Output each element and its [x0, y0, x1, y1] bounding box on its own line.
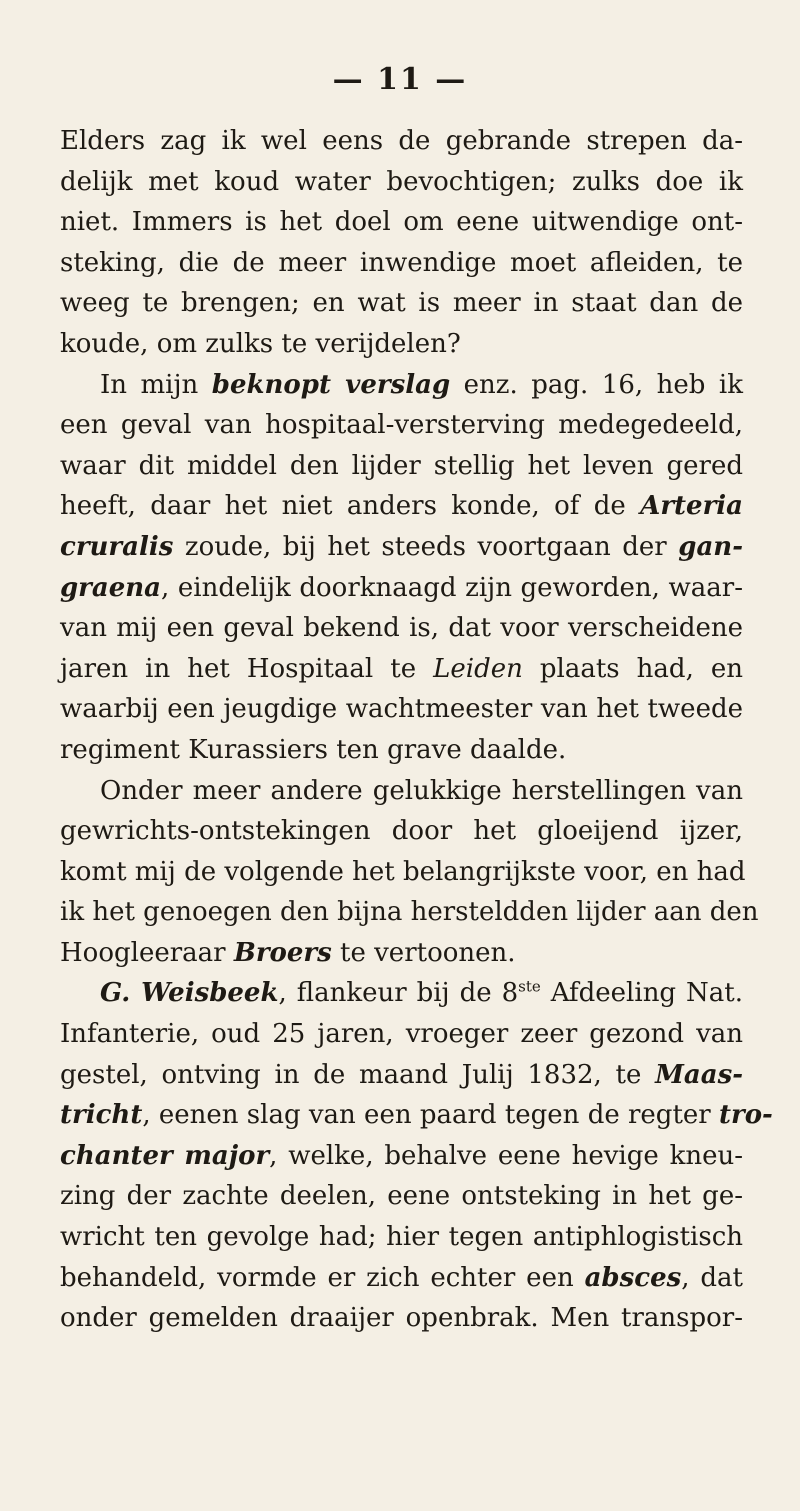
italic-term: beknopt verslag [211, 369, 451, 400]
text-line: steking, die de meer inwendige moet afleiden, te [60, 247, 743, 278]
page-number: — 11 — [332, 62, 468, 97]
text-run: te vertoonen. [331, 937, 516, 968]
text-run: , eindelijk doorknaagd zijn geworden, waar- [161, 572, 743, 603]
text-run: In mijn [100, 369, 212, 400]
text-run: zoude, bij het steeds voortgaan der [173, 531, 679, 562]
italic-term: graena [60, 572, 162, 603]
text-line: delijk met koud water bevochtigen; zulks doe ik [60, 166, 743, 197]
text-line [60, 486, 743, 527]
italic-term: tro- [718, 1100, 773, 1131]
text-run: gestel, ontving in de maand Julij 1832, te [60, 1059, 656, 1090]
text-run: , welke, behalve eene hevige kneu- [269, 1140, 743, 1171]
text-line: een geval van hospitaal-versterving medegedeeld, [60, 410, 743, 441]
text-run: jaren in het Hospitaal te [60, 653, 434, 684]
text-line: ik het genoegen den bijna hersteldden lijder aan den [60, 897, 759, 928]
text-line: van mij een geval bekend is, dat voor verscheidene [60, 613, 743, 644]
text-line: Onder meer andere gelukkige herstellingen van [100, 775, 743, 806]
text-run: , flankeur bij de 8 [278, 978, 519, 1009]
text-line: gewrichts-ontstekingen door het gloeijend ijzer, [60, 816, 743, 847]
text-line: komt mij de volgende het belangrijkste voor, en had [60, 856, 746, 887]
italic-term: Arteria [640, 491, 743, 522]
text-line: Elders zag ik wel eens de gebrande strepen da- [60, 126, 743, 156]
text-line: weeg te brengen; en wat is meer in staat dan de [60, 288, 743, 319]
italic-term: cruralis [60, 531, 174, 562]
text-run: Hoogleeraar [60, 937, 234, 968]
text-line: waar dit middel den lijder stellig het leven gered [60, 450, 743, 481]
text-line [60, 568, 743, 609]
text-line [60, 365, 743, 406]
text-line: koude, om zulks te verijdelen? [60, 328, 461, 359]
superscript: ste [518, 977, 541, 996]
text-line [60, 933, 743, 974]
italic-term: Broers [233, 937, 332, 968]
italic-term: Maas- [655, 1059, 743, 1090]
text-line [60, 1258, 743, 1299]
text-run: enz. pag. 16, heb ik [450, 369, 743, 400]
body-text [60, 121, 773, 1339]
text-line [60, 973, 743, 1014]
text-line: waarbij een jeugdige wachtmeester van het tweede [60, 694, 743, 725]
text-line: wricht ten gevolge had; hier tegen antiphlogistisch [60, 1222, 743, 1253]
text-line: zing der zachte deelen, eene ontsteking in het ge- [60, 1181, 743, 1212]
text-line [60, 649, 743, 690]
text-run: Afdeeling Nat. [540, 978, 744, 1009]
text-run: , dat [681, 1262, 743, 1293]
text-line: regiment Kurassiers ten grave daalde. [60, 734, 567, 765]
italic-term: Leiden [433, 653, 523, 684]
text-line [60, 1095, 773, 1136]
italic-term: chanter major [60, 1140, 270, 1171]
text-line [60, 1055, 743, 1096]
italic-term: tricht [60, 1100, 143, 1131]
italic-term: absces [584, 1262, 682, 1293]
text-run: plaats had, en [522, 653, 743, 684]
text-run: , eenen slag van een paard tegen de regter [142, 1100, 719, 1131]
text-line: niet. Immers is het doel om eene uitwendige ont- [60, 207, 743, 238]
italic-term: gan- [678, 531, 743, 562]
text-line: onder gemelden draaijer openbrak. Men transpor- [60, 1303, 743, 1334]
text-line [60, 527, 743, 568]
text-run: behandeld, vormde er zich echter een [60, 1262, 585, 1293]
text-line: Infanterie, oud 25 jaren, vroeger zeer gezond van [60, 1019, 743, 1050]
text-line [60, 1136, 743, 1177]
text-run: heeft, daar het niet anders konde, of de [60, 491, 641, 522]
italic-term: G. Weisbeek [100, 978, 279, 1009]
